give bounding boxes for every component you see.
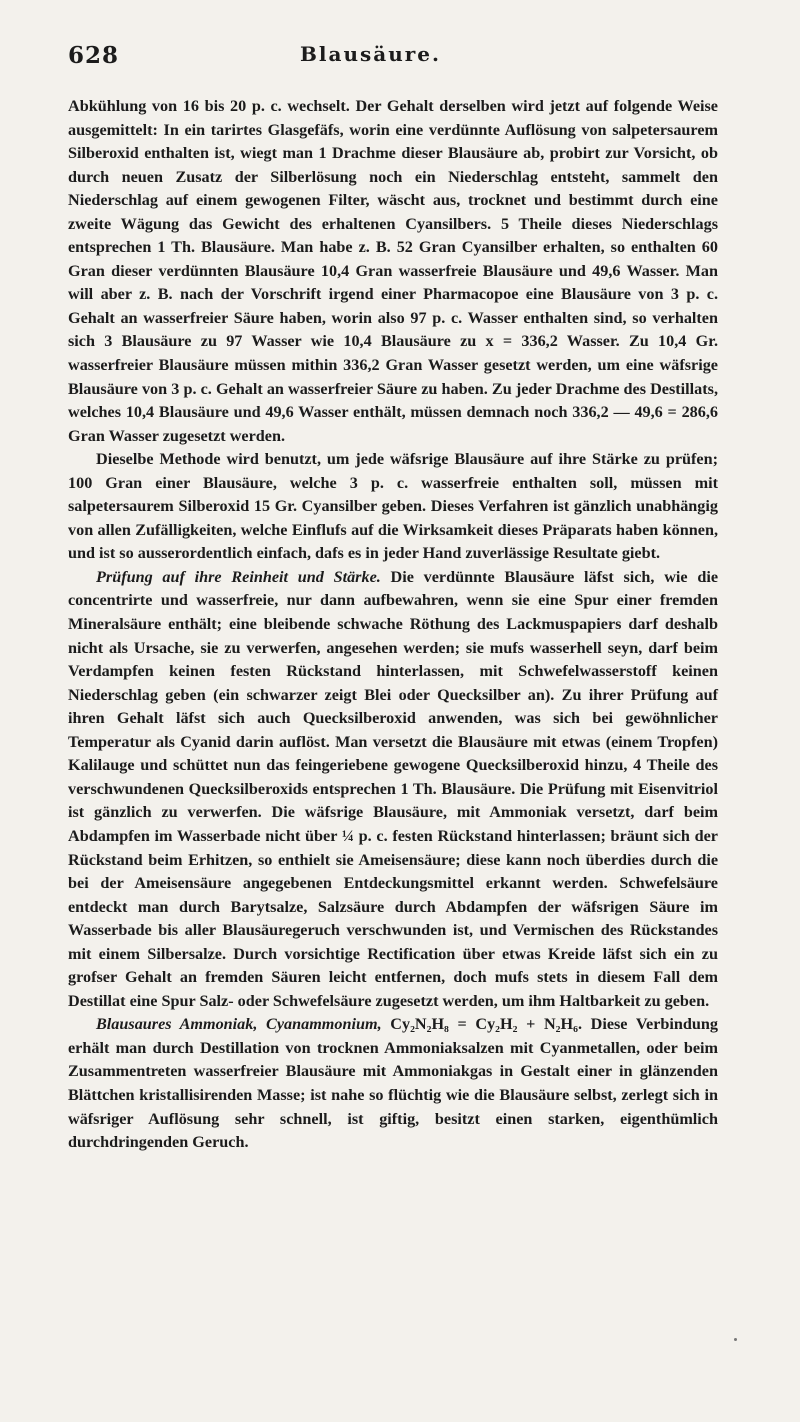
page-number: 628	[68, 42, 120, 69]
paragraph-text: Dieselbe Methode wird benutzt, um jede wäfsrige Blausäure auf ihre Stärke zu prüfen; 100 Gran einer Blausäure, welche 3 p. c. wasserfreie enthalten soll, müssen mit salpetersaurem Silberoxid 15 Gr. Cyansilber geben. Dieses Verfahren ist gänzlich unabhängig von allen Zufälligkeiten, welche Einflufs auf die Wirksamkeit dieses Präparats haben können, und ist so ausserordentlich einfach, dafs es in jeder Hand zuverlässige Resultate giebt.	[68, 450, 718, 563]
section-lead-ammonium: Blausaures Ammoniak, Cyanammonium,	[96, 1015, 382, 1034]
paragraph-ammonium-cyanide	[68, 1013, 718, 1154]
paragraph-text: Diese Verbindung erhält man durch Destillation von trocknen Ammoniaksalzen mit Cyanmetallen, oder beim Zusammentreten wasserfreier Blausäure mit Ammoniakgas in Gestalt einer in glänzenden Blättchen kristallisirenden Masse; ist nahe so flüchtig wie die Blausäure selbst, zerlegt sich in wäfsriger Auflösung sehr schnell, ist giftig, besitzt einen starken, eigenthümlich durchdringenden Geruch.	[68, 1015, 719, 1152]
paragraph-assay-method	[68, 95, 718, 448]
section-lead-purity: Prüfung auf ihre Reinheit und Stärke.	[96, 567, 381, 586]
chemical-formula: Cy₂N₂H₈ = Cy₂H₂ + N₂H₆.	[390, 1015, 582, 1034]
paragraph-purity-test	[68, 566, 718, 1013]
paragraph-method-reuse	[68, 448, 718, 566]
page-header	[68, 42, 718, 78]
print-speck	[734, 1338, 737, 1341]
paragraph-text: Abkühlung von 16 bis 20 p. c. wechselt. Der Gehalt derselben wird jetzt auf folgende Weise ausgemittelt: In ein tarirtes Glasgefäfs, worin eine verdünnte Auflösung von salpetersaurem Silberoxid enthalten ist, wiegt man 1 Drachme dieser Blausäure ab, probirt zur Vorsicht, ob durch neuen Zusatz der Silberlösung noch ein Niederschlag entsteht, sammelt den Niederschlag auf einem gewogenen Filter, wäscht aus, trocknet und bestimmt durch eine zweite Wägung das Gewicht des erhaltenen Cyansilbers. 5 Theile dieses Niederschlags entsprechen 1 Th. Blausäure. Man habe z. B. 52 Gran Cyansilber erhalten, so enthalten 60 Gran dieser verdünnten Blausäure 10,4 Gran wasserfreie Blausäure und 49,6 Wasser. Man will aber z. B. nach der Vorschrift irgend einer Pharmacopoe eine Blausäure von 3 p. c. Gehalt an wasserfreier Säure haben, worin also 97 p. c. Wasser enthalten sind, so verhalten sich 3 Blausäure zu 97 Wasser wie 10,4 Blausäure zu x = 336,2 Wasser. Zu 10,4 Gr. wasserfreier Blausäure müssen mithin 336,2 Gran Wasser gesetzt werden, um eine wäfsrige Blausäure von 3 p. c. Gehalt an wasserfreier Säure zu haben. Zu jeder Drachme des Destillats, welches 10,4 Blausäure und 49,6 Wasser enthält, müssen demnach noch 336,2 — 49,6 = 286,6 Gran Wasser zugesetzt werden.	[68, 97, 718, 445]
paragraph-text: Die verdünnte Blausäure läfst sich, wie die concentrirte und wasserfreie, nur dann aufbewahren, wenn sie eine Spur einer fremden Mineralsäure enthält; eine bleibende schwache Röthung des Lackmuspapiers darf deshalb nicht als Ursache, sie zu verwerfen, angesehen werden; sie mufs wasserhell seyn, darf beim Verdampfen keinen festen Rückstand hinterlassen, mit Schwefelwasserstoff keinen Niederschlag geben (ein schwarzer zeigt Blei oder Quecksilber an). Zu ihrer Prüfung auf ihren Gehalt läfst sich auch Quecksilberoxid anwenden, was sich bei gewöhnlicher Temperatur als Cyanid darin auflöst. Man versetzt die Blausäure mit etwas (einem Tropfen) Kalilauge und schüttet nun das feingeriebene gewogene Quecksilberoxid hinzu, 4 Theile des verschwundenen Quecksilberoxids entsprechen 1 Th. Blausäure. Die Prüfung mit Eisenvitriol ist gänzlich zu verwerfen. Die wäfsrige Blausäure, mit Ammoniak versetzt, darf beim Abdampfen im Wasserbade nicht über ¼ p. c. festen Rückstand hinterlassen; bräunt sich der Rückstand beim Erhitzen, so enthielt sie Ameisensäure; diese kann noch überdies durch die bei der Ameisensäure angegebenen Entdeckungsmittel erkannt werden. Schwefelsäure entdeckt man durch Barytsalze, Salzsäure durch Abdampfen der wäfsrigen Säure im Wasserbade bis aller Blausäuregeruch verschwunden ist, und Vermischen des Rückstandes mit einem Silbersalze. Durch vorsichtige Rectification über etwas Kreide läfst sich ein zu grofser Gehalt an fremden Säuren leicht entfernen, doch mufs stets in diesem Fall dem Destillat eine Spur Salz- oder Schwefelsäure zugesetzt werden, um ihm Haltbarkeit zu geben.	[68, 567, 718, 1010]
body-text	[68, 95, 718, 1155]
running-title: Blausäure.	[300, 42, 441, 66]
